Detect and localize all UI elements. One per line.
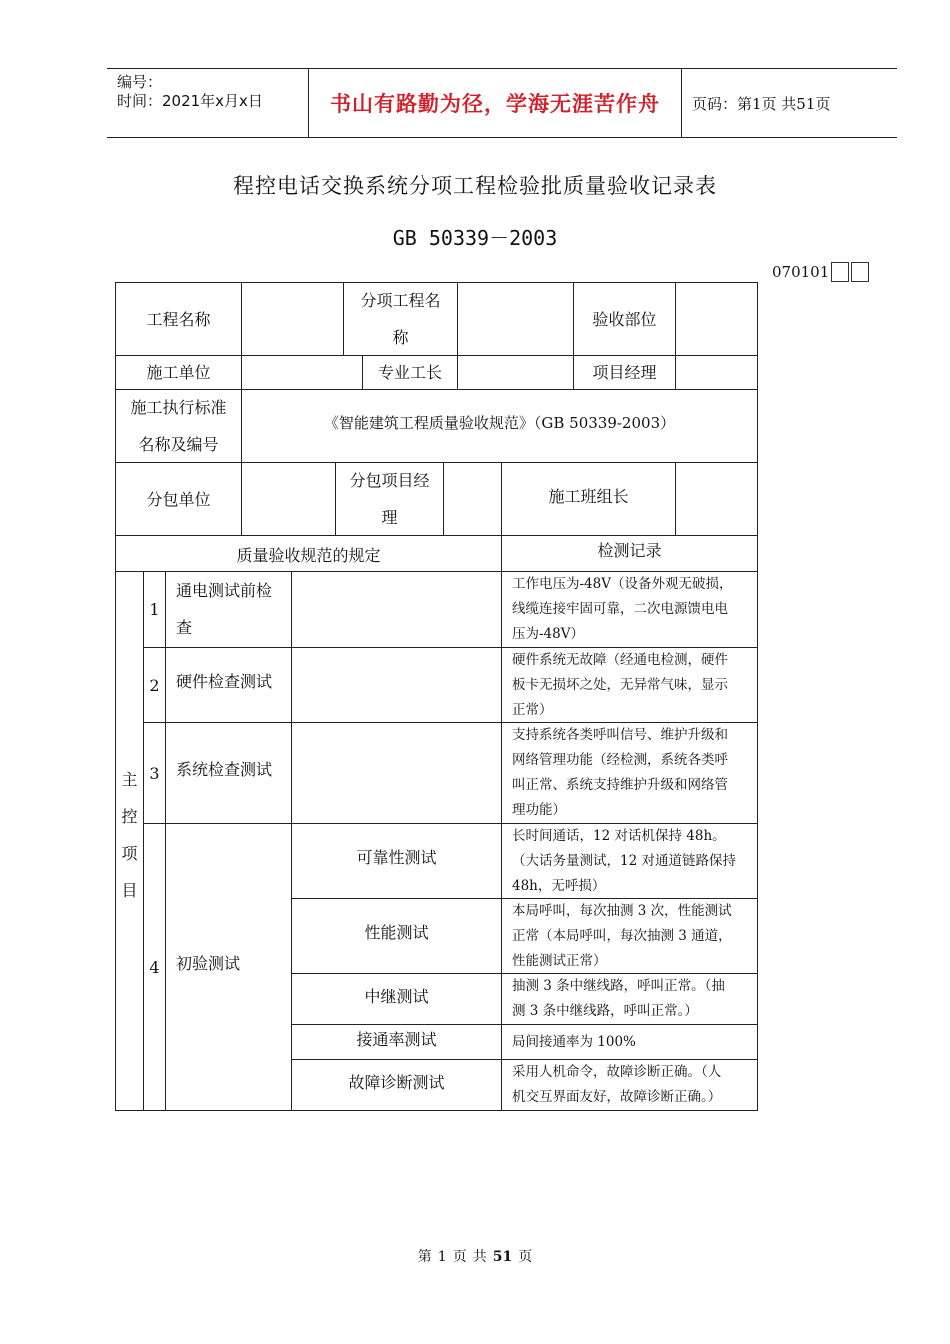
item-number: 2 <box>149 675 160 695</box>
record-column-header: 检测记录 <box>597 540 662 560</box>
sub-test-name: 故障诊断测试 <box>348 1072 445 1092</box>
project-name-field[interactable] <box>242 283 343 355</box>
foreman-field[interactable] <box>458 356 573 389</box>
record-line: 48h，无呼损） <box>512 878 606 894</box>
exec-standard-label-line: 名称及编号 <box>138 435 219 454</box>
record-line: 抽测 3 条中继线路，呼叫正常。（抽 <box>512 978 725 994</box>
construction-unit-field[interactable] <box>242 356 362 389</box>
exec-standard-label-line: 施工执行标准 <box>130 398 227 417</box>
sub-test-record <box>502 1025 757 1059</box>
sub-test-name: 性能测试 <box>364 922 429 942</box>
footer-text: 页 <box>518 1249 533 1265</box>
page-footer <box>0 1246 950 1266</box>
construction-unit-label: 施工单位 <box>146 363 211 382</box>
category-char: 目 <box>121 881 138 900</box>
exec-standard-label <box>116 390 241 462</box>
subcontractor-label: 分包单位 <box>146 489 211 509</box>
form-title: 程控电话交换系统分项工程检验批质量验收记录表 <box>233 174 717 198</box>
record-line: 本局呼叫，每次抽测 3 次，性能测试 <box>512 903 732 919</box>
footer-text: 第 <box>417 1249 432 1265</box>
item-number: 3 <box>149 763 160 783</box>
record-line: 板卡无损坏之处，无异常气味，显示 <box>512 677 728 693</box>
header-page-info: 页码：第1页 共51页 <box>692 94 831 113</box>
project-name-label: 工程名称 <box>146 309 211 329</box>
sub-project-label <box>344 283 457 355</box>
record-line: 正常） <box>512 702 553 718</box>
item-name <box>166 572 291 647</box>
record-line: 硬件系统无故障（经通电检测，硬件 <box>512 652 728 668</box>
category-char: 控 <box>121 807 138 826</box>
item-name: 系统检查测试 <box>176 759 273 779</box>
sub-test-record <box>502 899 757 973</box>
subcontractor-field[interactable] <box>242 463 335 535</box>
sub-test-name: 中继测试 <box>364 986 429 1006</box>
item-number: 4 <box>149 957 160 977</box>
spec-column-header: 质量验收规范的规定 <box>236 545 381 565</box>
inspection-location-label: 验收部位 <box>592 309 657 329</box>
record-line: 正常（本局呼叫，每次抽测 3 通道， <box>512 928 732 944</box>
record-line: （大话务量测试，12 对通道链路保持 <box>512 853 736 869</box>
item-spec-field[interactable] <box>292 648 501 722</box>
item-record <box>502 723 757 823</box>
item-name-line: 查 <box>176 618 193 637</box>
sub-manager-field[interactable] <box>444 463 501 535</box>
item-name-line: 通电测试前检 <box>176 581 273 600</box>
sub-manager-label-line: 分包项目经 <box>349 471 430 490</box>
footer-page-number: 1 <box>437 1249 447 1265</box>
item-spec-field[interactable] <box>292 572 501 647</box>
sub-project-label-line: 称 <box>392 328 409 347</box>
record-line: 支持系统各类呼叫信号、维护升级和 <box>512 727 728 743</box>
record-line: 测 3 条中继线路，呼叫正常。） <box>512 1003 698 1019</box>
item-record <box>502 648 757 722</box>
item-record <box>502 572 757 647</box>
sub-project-label-line: 分项工程名 <box>360 291 441 310</box>
sub-test-record <box>502 1060 757 1110</box>
category-char: 项 <box>121 844 138 863</box>
record-line: 局间接通率为 100% <box>512 1033 636 1050</box>
sub-test-record <box>502 974 757 1024</box>
footer-text: 共 <box>472 1249 487 1265</box>
record-line: 采用人机命令，故障诊断正确。（人 <box>512 1064 722 1080</box>
sub-test-record <box>502 824 757 898</box>
record-line: 性能测试正常） <box>512 953 607 969</box>
exec-standard-value: 《智能建筑工程质量验收规范》（GB 50339-2003） <box>323 413 676 432</box>
category-char: 主 <box>121 770 138 789</box>
record-line: 线缆连接牢固可靠，二次电源馈电电 <box>512 601 728 617</box>
sub-manager-label <box>336 463 443 535</box>
header-motto: 书山有路勤为径，学海无涯苦作舟 <box>330 92 660 116</box>
sub-test-name: 可靠性测试 <box>356 847 437 867</box>
sub-test-name: 接通率测试 <box>356 1029 437 1049</box>
footer-total-pages: 51 <box>492 1249 513 1265</box>
sub-manager-label-line: 理 <box>381 508 398 527</box>
project-manager-field[interactable] <box>676 356 757 389</box>
team-leader-label: 施工班组长 <box>548 486 629 506</box>
foreman-label: 专业工长 <box>377 363 442 382</box>
record-line: 压为-48V） <box>512 626 584 642</box>
sub-project-field[interactable] <box>458 283 573 355</box>
item-name: 初验测试 <box>176 953 241 973</box>
record-line: 网络管理功能（经检测，系统各类呼 <box>512 752 728 768</box>
record-line: 长时间通话，12 对话机保持 48h。 <box>512 828 726 844</box>
footer-text: 页 <box>452 1249 467 1265</box>
record-line: 机交互界面友好，故障诊断正确。） <box>512 1089 722 1105</box>
inspection-location-field[interactable] <box>676 283 757 355</box>
standard-code: GB 50339－2003 <box>392 226 558 250</box>
number-label: 编号： <box>117 73 163 91</box>
item-spec-field[interactable] <box>292 723 501 823</box>
time-label: 时间：2021年x月x日 <box>117 92 263 110</box>
form-code-number: 070101 <box>772 263 830 281</box>
project-manager-label: 项目经理 <box>592 363 657 382</box>
record-line: 叫正常、系统支持维护升级和网络管 <box>512 777 728 793</box>
category-main-control <box>116 760 143 910</box>
item-number: 1 <box>149 600 160 619</box>
record-line: 理功能） <box>512 802 566 818</box>
team-leader-field[interactable] <box>676 463 757 535</box>
item-name: 硬件检查测试 <box>176 671 273 691</box>
record-line: 工作电压为-48V（设备外观无破损， <box>512 576 733 592</box>
